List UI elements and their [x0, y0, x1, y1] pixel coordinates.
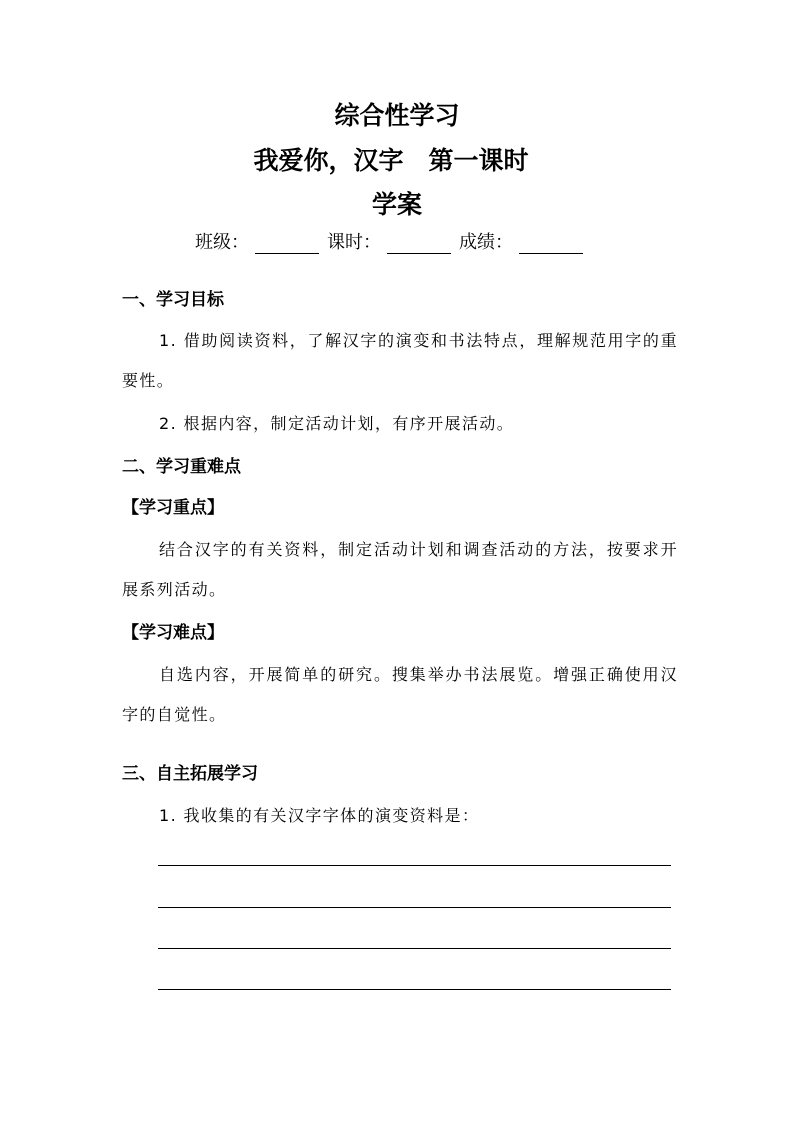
difficult-points-text: 自选内容，开展简单的研究。搜集举办书法展览。增强正确使用汉字的自觉性。 — [122, 665, 678, 724]
document-type-title: 学案 — [371, 190, 422, 219]
score-label: 成绩： — [459, 232, 513, 253]
class-label: 班级： — [195, 232, 249, 253]
score-blank[interactable] — [519, 236, 583, 254]
learning-goal-1: 1. 借助阅读资料，了解汉字的演变和书法特点，理解规范用字的重要性。 — [122, 331, 678, 390]
difficult-points-label: 【学习难点】 — [122, 623, 224, 643]
section-heading-key-difficult: 二、学习重难点 — [122, 457, 241, 477]
student-info-row — [195, 232, 591, 254]
learning-goal-2: 2. 根据内容，制定活动计划，有序开展活动。 — [159, 414, 515, 433]
key-points-label: 【学习重点】 — [122, 498, 224, 518]
period-label: 课时： — [327, 232, 381, 253]
section-heading-learning-goals: 一、学习目标 — [122, 290, 224, 310]
lesson-title: 我爱你，汉字 第一课时 — [253, 146, 529, 175]
section-heading-self-study: 三、自主拓展学习 — [122, 764, 258, 784]
answer-line-3[interactable] — [158, 948, 671, 949]
document-title: 综合性学习 — [334, 101, 460, 130]
answer-line-4[interactable] — [158, 989, 671, 990]
answer-line-2[interactable] — [158, 907, 671, 908]
self-study-item-1: 1. 我收集的有关汉字字体的演变资料是： — [159, 806, 480, 825]
answer-line-1[interactable] — [158, 865, 671, 866]
key-points-text: 结合汉字的有关资料，制定活动计划和调查活动的方法，按要求开展系列活动。 — [122, 540, 678, 599]
period-blank[interactable] — [387, 236, 451, 254]
class-blank[interactable] — [255, 236, 319, 254]
